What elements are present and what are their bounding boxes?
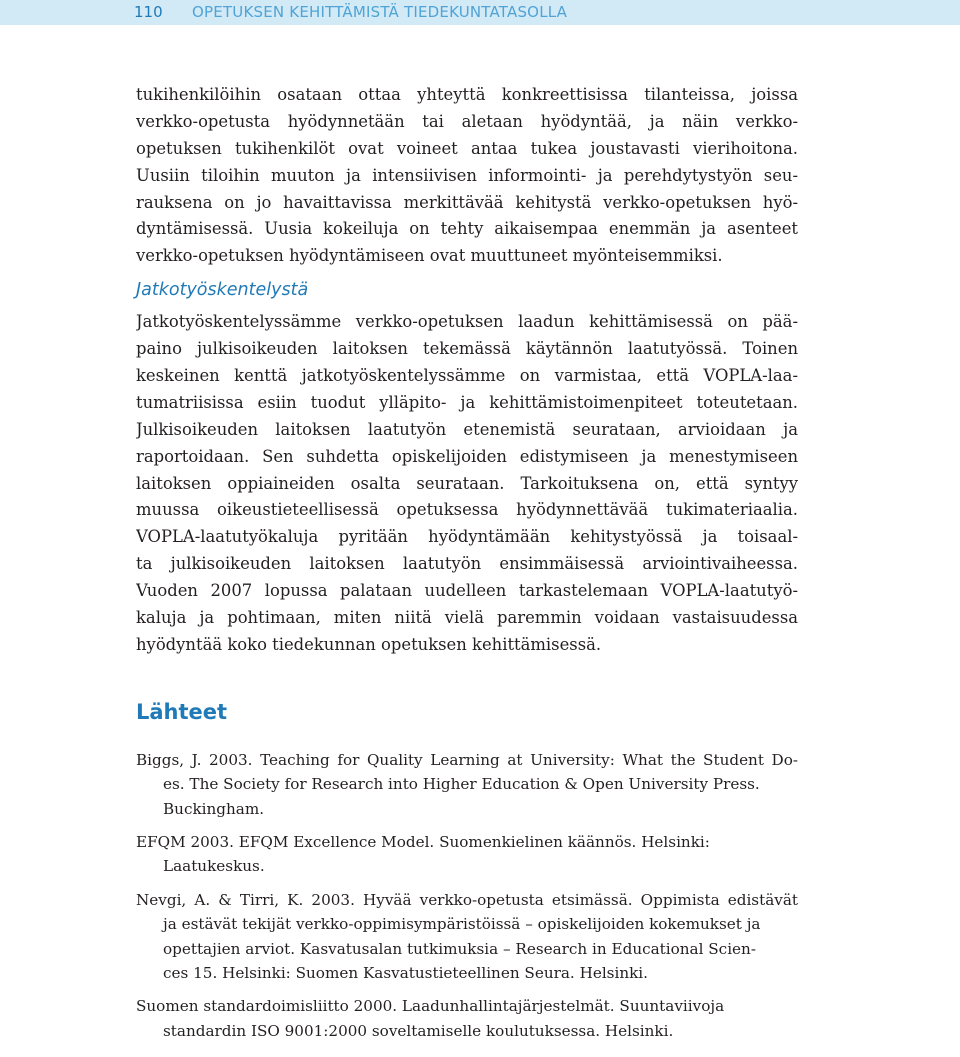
page-body <box>136 82 798 1052</box>
running-header-bar <box>0 0 960 25</box>
text-line: Julkisoikeuden laitoksen laatutyön etenemistä seurataan, arvioidaan ja <box>136 419 798 439</box>
text-line: tumatriisissa esiin tuodut ylläpito- ja kehittämistoimenpiteet toteutetaan. <box>136 392 798 412</box>
text-line: raportoidaan. Sen suhdetta opiskelijoiden edistymiseen ja menestymiseen <box>136 446 798 466</box>
text-line: rauksena on jo havaittavissa merkittävää kehitystä verkko-opetuksen hyö- <box>136 192 798 212</box>
reference-line: Suomen standardoimisliitto 2000. Laadunhallintajärjestelmät. Suuntaviivoja <box>136 997 725 1016</box>
text-line: VOPLA-laatutyökaluja pyritään hyödyntämään kehitystyössä ja toisaal- <box>136 527 798 547</box>
references-heading: Lähteet <box>136 699 228 724</box>
reference-line: Laatukeskus. <box>163 857 265 876</box>
page-number: 110 <box>134 3 163 21</box>
text-line: Jatkotyöskentelyssämme verkko-opetuksen laadun kehittämisessä on pää- <box>136 312 798 332</box>
intro-paragraph <box>136 82 798 270</box>
reference-line: opettajien arviot. Kasvatusalan tutkimuksia – Research in Educational Scien- <box>163 939 756 958</box>
text-line: paino julkisoikeuden laitoksen tekemässä käytännön laatutyössä. Toinen <box>136 339 798 359</box>
text-line: keskeinen kenttä jatkotyöskentelyssämme on varmistaa, että VOPLA-laa- <box>136 366 798 386</box>
reference-item <box>136 994 798 1043</box>
references-list <box>136 748 798 1043</box>
text-line: kaluja ja pohtimaan, miten niitä vielä paremmin voidaan vastaisuudessa <box>136 608 798 628</box>
text-line: Uusiin tiloihin muuton ja intensiivisen informointi- ja perehdytystyön seu- <box>136 165 798 185</box>
reference-line: ja estävät tekijät verkko-oppimisympäristöissä – opiskelijoiden kokemukset ja <box>163 915 761 934</box>
running-head-title: OPETUKSEN KEHITTÄMISTÄ TIEDEKUNTATASOLLA <box>192 3 568 21</box>
section-paragraph <box>136 309 798 659</box>
reference-item <box>136 888 798 986</box>
section-heading: Jatkotyöskentelystä <box>136 280 309 301</box>
reference-line: EFQM 2003. EFQM Excellence Model. Suomenkielinen käännös. Helsinki: <box>136 832 710 851</box>
reference-line: ces 15. Helsinki: Suomen Kasvatustieteellinen Seura. Helsinki. <box>163 963 648 982</box>
text-line: hyödyntää koko tiedekunnan opetuksen kehittämisessä. <box>136 634 602 654</box>
text-line: tukihenkilöihin osataan ottaa yhteyttä konkreettisissa tilanteissa, joissa <box>136 85 798 104</box>
reference-line: Buckingham. <box>163 799 265 818</box>
text-line: verkko-opetuksen hyödyntämiseen ovat muuttuneet myönteisemmiksi. <box>136 246 723 266</box>
text-line: opetuksen tukihenkilöt ovat voineet antaa tukea joustavasti vierihoitona. <box>136 138 798 158</box>
reference-line: Biggs, J. 2003. Teaching for Quality Learning at University: What the Student Do- <box>136 750 798 769</box>
text-line: Vuoden 2007 lopussa palataan uudelleen tarkastelemaan VOPLA-laatutyö- <box>136 581 798 601</box>
reference-line: Nevgi, A. & Tirri, K. 2003. Hyvää verkko-opetusta etsimässä. Oppimista edistävät <box>136 890 798 909</box>
text-line: verkko-opetusta hyödynnetään tai aletaan hyödyntää, ja näin verkko- <box>136 111 798 131</box>
reference-line: standardin ISO 9001:2000 soveltamiselle koulutuksessa. Helsinki. <box>163 1021 674 1040</box>
reference-line: es. The Society for Research into Higher Education & Open University Press. <box>163 775 760 794</box>
text-line: ta julkisoikeuden laitoksen laatutyön ensimmäisessä arviointivaiheessa. <box>136 554 798 574</box>
text-line: muussa oikeustieteellisessä opetuksessa hyödynnettävää tukimateriaalia. <box>136 500 798 520</box>
text-line: laitoksen oppiaineiden osalta seurataan. Tarkoituksena on, että syntyy <box>136 473 798 493</box>
reference-item <box>136 830 798 879</box>
reference-item <box>136 748 798 821</box>
text-line: dyntämisessä. Uusia kokeiluja on tehty aikaisempaa enemmän ja asenteet <box>136 219 798 239</box>
